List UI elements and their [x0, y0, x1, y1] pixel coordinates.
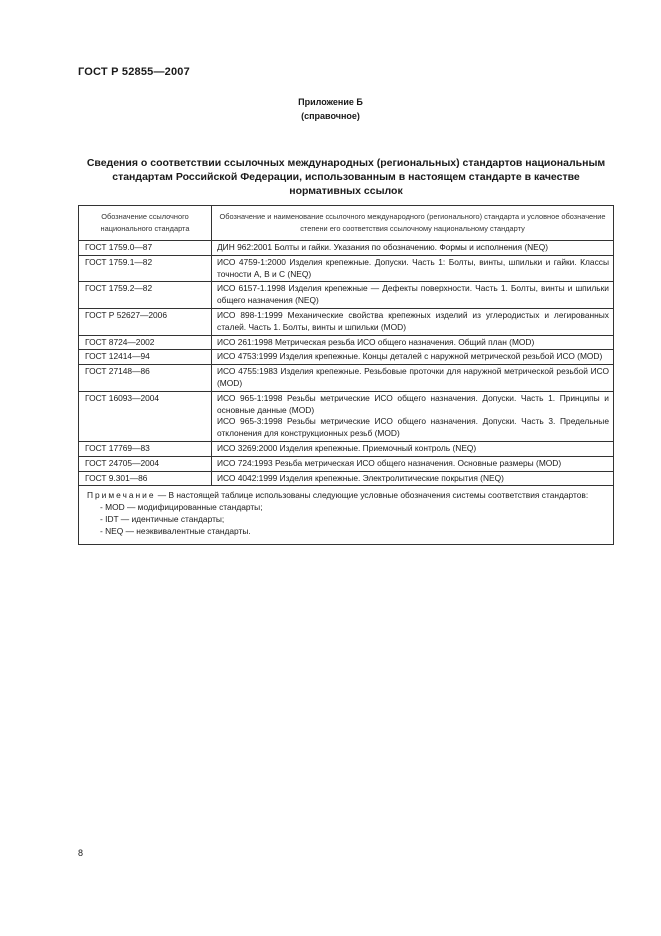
national-standard-cell: ГОСТ 17769—83 — [79, 441, 212, 456]
national-standard-cell: ГОСТ 1759.0—87 — [79, 241, 212, 256]
international-standard-cell: ИСО 4753:1999 Изделия крепежные. Концы деталей с наружной метрической резьбой ИСО (MOD) — [212, 350, 614, 365]
table-row — [79, 456, 614, 471]
international-standard-cell: ИСО 261:1998 Метрическая резьба ИСО общего назначения. Общий план (MOD) — [212, 335, 614, 350]
table-row — [79, 391, 614, 441]
international-standard-entry: ИСО 965-3:1998 Резьбы метрические ИСО общего назначения. Допуски. Часть 3. Предельные отклонения для конструкционных резьб (MOD) — [217, 416, 609, 439]
table-header-row — [79, 206, 614, 241]
section-title: Сведения о соответствии ссылочных международных (региональных) стандартов национальным стандартам Российской Федерации, использованным в настоящем стандарте в качестве нормативных ссылок — [86, 157, 606, 197]
table-row — [79, 308, 614, 335]
international-standard-cell: ИСО 6157-1.1998 Изделия крепежные — Дефекты поверхности. Часть 1. Болты, винты и шпильки общего назначения (NEQ) — [212, 282, 614, 309]
national-standard-cell: ГОСТ 12414—94 — [79, 350, 212, 365]
international-standard-cell: ИСО 3269:2000 Изделия крепежные. Приемочный контроль (NEQ) — [212, 441, 614, 456]
table-row — [79, 441, 614, 456]
table-row — [79, 365, 614, 392]
international-standard-cell: ИСО 4759-1:2000 Изделия крепежные. Допуски. Часть 1: Болты, винты, шпильки и гайки. Классы точности А, В и С (NEQ) — [212, 255, 614, 282]
column-header-national-standard: Обозначение ссылочного национального стандарта — [79, 206, 212, 241]
appendix-heading — [0, 95, 661, 123]
international-standard-cell: ИСО 4042:1999 Изделия крепежные. Электролитические покрытия (NEQ) — [212, 471, 614, 486]
international-standard-cell: ИСО 4755:1983 Изделия крепежные. Резьбовые проточки для наружной метрической резьбой ИСО (MOD) — [212, 365, 614, 392]
table-row — [79, 282, 614, 309]
table-row — [79, 241, 614, 256]
international-standard-cell: ДИН 962:2001 Болты и гайки. Указания по обозначению. Формы и исполнения (NEQ) — [212, 241, 614, 256]
appendix-type: (справочное) — [301, 111, 360, 121]
note-item-mod: - MOD — модифицированные стандарты; — [100, 502, 263, 513]
international-standard-cell: ИСО 724:1993 Резьба метрическая ИСО общего назначения. Основные размеры (MOD) — [212, 456, 614, 471]
national-standard-cell: ГОСТ 1759.1—82 — [79, 255, 212, 282]
international-standard-cell: ИСО 898-1:1999 Механические свойства крепежных изделий из углеродистых и легированных сталей. Часть 1. Болты, винты и шпильки (MOD) — [212, 308, 614, 335]
international-standard-entry: ИСО 965-1:1998 Резьбы метрические ИСО общего назначения. Допуски. Часть 1. Принципы и основные данные (MOD) — [217, 392, 609, 415]
table-row — [79, 350, 614, 365]
national-standard-cell: ГОСТ Р 52627—2006 — [79, 308, 212, 335]
table-note — [79, 486, 614, 544]
note-paragraph — [87, 490, 605, 502]
note-label: Примечание — [87, 490, 156, 501]
page-number: 8 — [78, 848, 84, 858]
reference-table — [78, 205, 614, 545]
note-text: — В настоящей таблице использованы следующие условные обозначения системы соответствия стандартов: — [155, 490, 589, 501]
national-standard-cell: ГОСТ 1759.2—82 — [79, 282, 212, 309]
note-item-neq: - NEQ — неэквивалентные стандарты. — [100, 525, 251, 536]
note-item-idt: - IDT — идентичные стандарты; — [100, 513, 225, 524]
international-standard-cell — [212, 391, 614, 441]
table-row — [79, 255, 614, 282]
table-note-row — [79, 486, 614, 544]
national-standard-cell: ГОСТ 8724—2002 — [79, 335, 212, 350]
appendix-label: Приложение Б — [298, 97, 363, 107]
national-standard-cell: ГОСТ 9.301—86 — [79, 471, 212, 486]
table-row — [79, 335, 614, 350]
national-standard-cell: ГОСТ 24705—2004 — [79, 456, 212, 471]
column-header-international-standard: Обозначение и наименование ссылочного международного (регионального) стандарта и условное обозначение степени его соответствия ссылочному национальному стандарту — [212, 206, 614, 241]
document-id: ГОСТ Р 52855—2007 — [78, 66, 190, 78]
national-standard-cell: ГОСТ 16093—2004 — [79, 391, 212, 441]
table-row — [79, 471, 614, 486]
national-standard-cell: ГОСТ 27148—86 — [79, 365, 212, 392]
